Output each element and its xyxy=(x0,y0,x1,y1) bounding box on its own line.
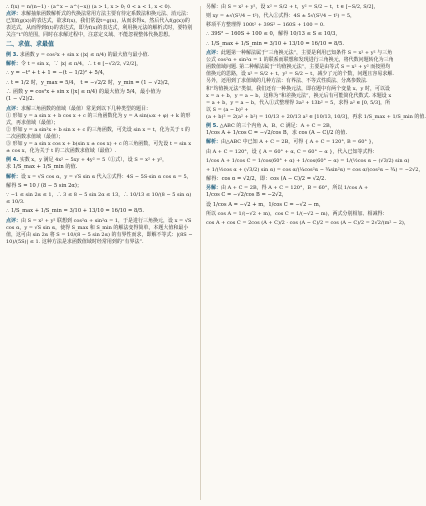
example-label: 例 4. xyxy=(6,157,19,164)
solution-line: 解析：由△ABC 中已知 A + C = 2B，可得 { A + C = 120°, B = 60° }， xyxy=(206,139,377,146)
comment-paragraph: 点评：求解三角函数的值域（最值）常见到以下几种类型的题目： xyxy=(6,105,152,112)
solution-line: cos A + cos C = 2cos (A + C)/2 · cos (A − C)/2 = cos (A − C)/2 = 2√2/(m² − 2)， xyxy=(206,220,409,227)
comment-text: 求解抽象函数解析式的代换法常用方法主要有待定系数法和换元法、消元法：已知f(g(x))的表达式，欲求f(x)，我们常设t=g(x)，从而求得x，然后代入f(g(x))的表达式，从而得到f(t)的表达式，即为f(x)的表达式，利用换元法的解析式时，要特别关注“t”的范围，同时在求解过程中，注意定义域、不能忽视整体代换思想。 xyxy=(6,11,193,39)
solution-line: + 1/(½cos α + (√3/2) sin α) = cos α/(¼cos²α − ¾sin²α) = cos α/(cos²α − ¾) = −2√2， xyxy=(206,166,424,173)
column-divider xyxy=(200,6,201,500)
solution-line: ∴ 39S² − 160S + 100 ≤ 0，解得 10/13 ≤ S ≤ 10/3， xyxy=(206,31,341,38)
example-4: 例 4. 实数 x，y 满足 4x² − 5xy + 4y² = 5（①式），设 S = x² + y²， xyxy=(6,157,168,164)
solution-line: 移项平方整理得 100t² + 39S² − 160S + 100 = 0. xyxy=(206,22,325,29)
comment-paragraph xyxy=(6,11,194,39)
solution-label: 解析： xyxy=(206,139,222,146)
solution-line: ∵ −1 ≤ sin 2α ≤ 1，∴ 3 ≤ 8 − 5 sin 2α ≤ 13，∴ 10/13 ≤ 10/(8 − 5 sin α) xyxy=(6,192,192,199)
right-column xyxy=(206,4,426,227)
solution-line: ∴ t = 1/2 时，y_max = 5/4， t = −√2/2 时，y_min = (1 − √2)/2， xyxy=(6,79,174,86)
comment-label: 点评： xyxy=(6,217,22,224)
solution-line: ∴ 1/S_max + 1/S_min = 3/10 + 13/10 = 16/10 = 8/5. xyxy=(206,40,344,47)
comment-paragraph: 和“均值换元法”类似，我们还有一种换元法，即在题中有两个变量 x、y 时，可以设 x = a + b，y = a − b，这称为“和差换元法”，换元后有可能简化代数式. 本题设 x = a + b，y = a − b，代入①式整理得 3a² + 13b² = 5，求得 a² ∈ [0, 5/3]，所以 S = (a − b)² + xyxy=(206,85,392,113)
example-5: 例 5. △ABC 的三个内角 A、B、C 满足：A + C = 2B， xyxy=(206,122,335,129)
solution-label: 解析： xyxy=(6,173,22,180)
formula-line: ∴ f(x) = n/(n−1) · (a^x − a^(−x)) (a > 1, x > 0; 0 < a < 1, x < 0). xyxy=(6,4,172,10)
example-text: 求 1/S_max + 1/S_min 的值. xyxy=(6,164,78,171)
alt-solution-line: 另解：由 A + C = 2B，得 A + C = 120°，B = 60°，所以 1/cos A + xyxy=(206,185,369,192)
comment-paragraph: 点评：由 S = x² + y² 联想到 cos²α + sin²α = 1，于是进行三角换元，设 x = √S cos α，y = √S sin α，使得 S_max 和 S_min 的解法变得简单，本题大值和最小值，这可由 sin 2α 将 S = 10/(8 − 5 sin 2α) 的有界性而求，即解不等式：|(8S − 10)/(5S)| ≤ 1. 这种方法是求函数值域时经常用到的“有界法”. xyxy=(6,217,193,246)
list-item: ③ 形如 y = a sin x cos x + b(sin x ± cos x) + c 的三角函数，可先设 t = sin x ± cos x，化为关于 t 的二次函数求值域（最值）. xyxy=(6,141,192,155)
comment-paragraph: 点评：此题第一种解法属于“三角换元法”，主要是利用已知条件 S = x² + y² 与三角公式 cos²α + sin²α = 1 的联系而联想和发现进行三角换元，将代数问题转化为三角函数值域问题. 第二种解法属于“均值换元法”，主要是由等式 S = x² + y² 而按照均值换元的思路，设 x² = S/2 + t、y² = S/2 − t，减少了元的个数，问题且容易求解. 另外，还用到了求值域的几种方法：有界法、不等式性质法、分离参数法. xyxy=(206,50,394,85)
solution-line: 由 A + C = 120°，设 { A = 60° + α, C = 60° − α }，代入已知等式得： xyxy=(206,148,378,155)
solution-line: 则 xy = ±√(S²/4 − t²)，代入①式得：4S ± 5√(S²/4 − t²) = 5， xyxy=(206,13,356,20)
example-text: 求函数 y = cos²x + sin x (|x| ≤ π/4) 的最大值与最小值. xyxy=(19,51,150,58)
section-heading: 二、求值、求最值 xyxy=(6,41,55,49)
example-text: 1/cos A + 1/cos C = −√2/cos B，求 cos (A − C)/2 的值. xyxy=(206,130,348,137)
solution-label: 解析： xyxy=(6,61,22,68)
alt-solution: 另解：由 S = x² + y²，设 x² = S/2 + t，y² = S/2 − t，t ∈ [−S/2, S/2]， xyxy=(206,4,379,10)
list-item: ② 形如 y = a sin²x + b sin x + c 的三角函数，可先设 sin x = t，化为关于 t 的二次函数求值域（最值）； xyxy=(6,126,190,141)
comment-label: 点评： xyxy=(6,11,22,18)
alt-solution-label: 另解： xyxy=(206,185,222,192)
solution-line: 解得：cos α = √2/2，即：cos (A − C)/2 = √2/2. xyxy=(206,175,327,182)
solution-line: 解析：设 x = √S cos α，y = √S sin α 代入①式得：4S − 5S·sin α cos α = 5， xyxy=(6,173,192,180)
formula-line: (a + b)² = 2(a² + b²) = 10/13 + 20/13 a² ∈ [10/13, 10/3]，再求 1/S_max + 1/S_min 的值. xyxy=(206,113,426,120)
example-label: 例 3. xyxy=(6,51,19,58)
solution-line: 1/cos A + 1/cos C = 1/cos(60° + α) + 1/cos(60° − α) = 1/(½cos α − (√3/2) sin α) xyxy=(206,157,410,164)
solution-line: ∴ y = −t² + t + 1 = −(t − 1/2)² + 5/4， xyxy=(6,70,109,77)
solution-line: 1/cos C = −√2/cos B = −2√2， xyxy=(206,192,287,199)
comment-label: 点评： xyxy=(6,105,22,112)
solution-line: 所以 cos A = 1/(−√2 + m)，cos C = 1/(−√2 − m)，两式分别相加、相减得： xyxy=(206,211,388,218)
solution-line: 解析：令 t = sin x，∵ |x| ≤ π/4，∴ t ∈ [−√2/2, √2/2]， xyxy=(6,61,142,68)
solution-line: 解得 S = 10 / (8 − 5 sin 2α)； xyxy=(6,182,83,189)
list-item: ① 形如 y = a sin x + b cos x + c 的三角函数化为 y = A sin(ωx + φ) + k 的形式，再求值域（最值）； xyxy=(6,112,191,126)
solution-line: (1 − √2)/2. xyxy=(6,96,35,103)
solution-line: ∴ 函数 y = cos²x + sin x (|x| ≤ π/4) 的最大值为 5/4，最小值为 xyxy=(6,88,161,95)
example-3 xyxy=(6,52,194,59)
example-label: 例 5. xyxy=(206,122,219,129)
comment-label: 点评： xyxy=(206,50,222,57)
solution-line: 设 1/cos A = −√2 + m，1/cos C = −√2 − m， xyxy=(206,201,325,208)
solution-line: ≤ 10/3. xyxy=(6,199,25,206)
left-column xyxy=(6,4,194,246)
solution-line: ∴ 1/S_max + 1/S_min = 3/10 + 13/10 = 16/10 = 8/5. xyxy=(6,208,144,215)
